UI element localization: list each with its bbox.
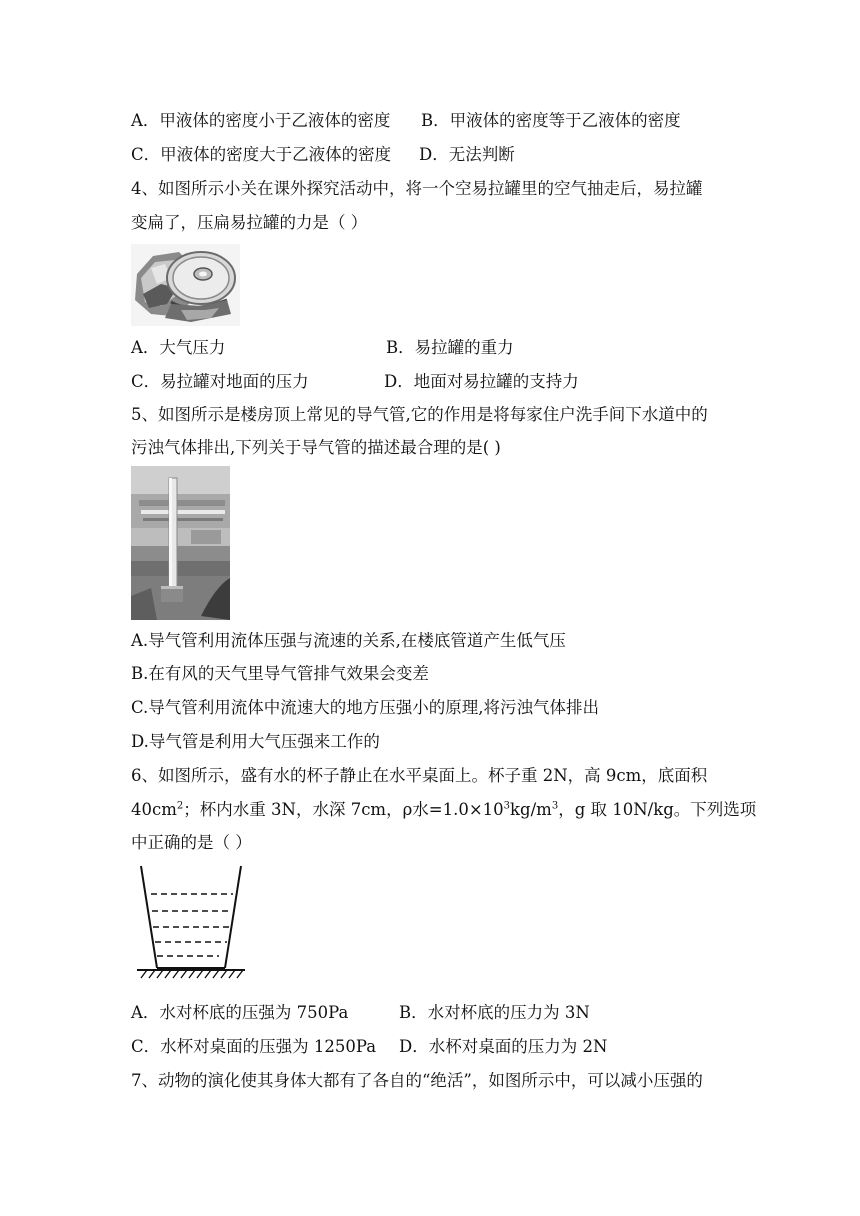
q5-option-c: C.导气管利用流体中流速大的地方压强小的原理,将污浊气体排出 xyxy=(131,698,600,717)
q4-option-b: B．易拉罐的重力 xyxy=(386,338,514,357)
q6-option-a: A．水对杯底的压强为 750Pa xyxy=(131,1003,349,1022)
q3-option-c: C．甲液体的密度大于乙液体的密度 xyxy=(131,145,392,164)
q7-stem-line-1: 7、动物的演化使其身体大都有了各自的“绝活”，如图所示中，可以减小压强的 xyxy=(131,1071,703,1090)
q4-stem-line-2: 变扁了，压扁易拉罐的力是（ ） xyxy=(131,213,368,232)
q6-option-b: B．水对杯底的压力为 3N xyxy=(399,1003,590,1022)
q3-option-d: D．无法判断 xyxy=(419,145,515,164)
q5-option-a: A.导气管利用流体压强与流速的关系,在楼底管道产生低气压 xyxy=(131,631,566,650)
q5-stem-line-1: 5、如图所示是楼房顶上常见的导气管,它的作用是将每家住户洗手间下水道中的 xyxy=(131,405,708,424)
q5-option-d: D.导气管是利用大气压强来工作的 xyxy=(131,732,380,751)
q6-stem-line-3: 中正确的是（ ） xyxy=(131,833,252,852)
q3-option-a: A．甲液体的密度小于乙液体的密度 xyxy=(131,111,391,130)
q6-stem-line-2: $40cm^2$；杯内水重 3N，水深 7cm，ρ水$=1.0\times 10^3kg/m^3$，g 取 10N/kg。下列选项 xyxy=(131,800,757,819)
q5-stem-line-2: 污浊气体排出,下列关于导气管的描述最合理的是( ) xyxy=(131,438,501,457)
q4-option-d: D．地面对易拉罐的支持力 xyxy=(384,372,579,391)
q4-option-c: C．易拉罐对地面的压力 xyxy=(131,372,309,391)
water-cup-diagram xyxy=(135,864,247,982)
q6-option-d: D．水杯对桌面的压力为 2N xyxy=(399,1037,608,1056)
q6-stem-line-1: 6、如图所示，盛有水的杯子静止在水平桌面上。杯子重 2N，高 9cm，底面积 xyxy=(131,766,708,785)
crushed-can-image xyxy=(131,244,240,326)
q3-option-b: B．甲液体的密度等于乙液体的密度 xyxy=(421,111,681,130)
q4-stem-line-1: 4、如图所示小关在课外探究活动中，将一个空易拉罐里的空气抽走后，易拉罐 xyxy=(131,179,703,198)
vent-pipe-photo xyxy=(131,466,230,620)
q6-option-c: C．水杯对桌面的压强为 1250Pa xyxy=(131,1037,377,1056)
q4-option-a: A．大气压力 xyxy=(131,338,226,357)
q5-option-b: B.在有风的天气里导气管排气效果会变差 xyxy=(131,664,429,683)
